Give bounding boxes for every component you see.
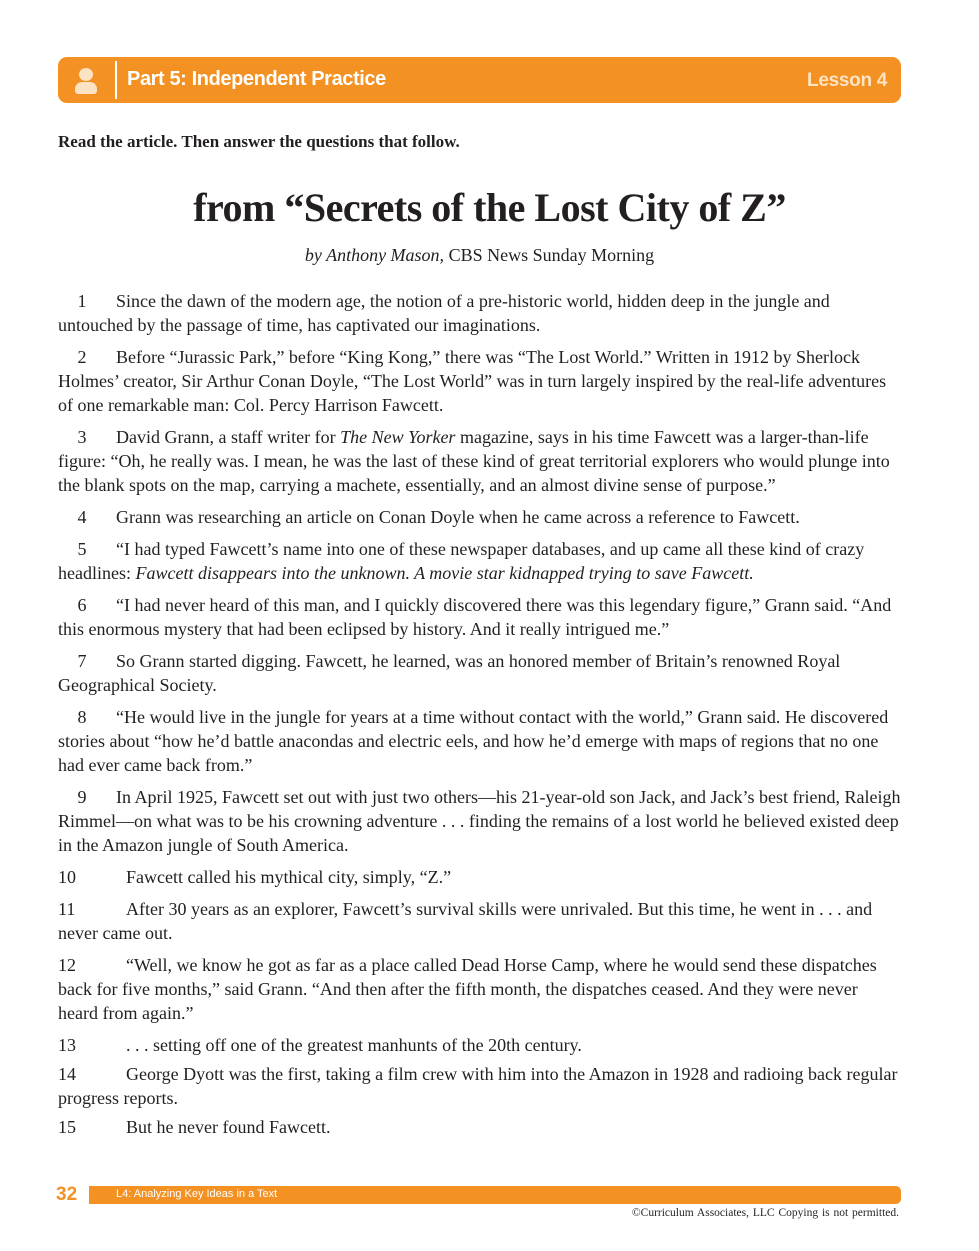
section-title: Part 5: Independent Practice <box>127 68 386 90</box>
paragraph-12 <box>58 953 901 1025</box>
paragraph-7 <box>58 649 901 697</box>
paragraph-number: 14 <box>58 1064 76 1084</box>
copyright-notice: ©Curriculum Associates, LLC Copying is not permitted. <box>631 1207 899 1219</box>
paragraph-9 <box>58 785 901 857</box>
lesson-header-bar <box>58 57 901 103</box>
paragraph-text: But he never found Fawcett. <box>126 1117 331 1137</box>
paragraph-number: 12 <box>58 955 76 975</box>
paragraph-text: Before “Jurassic Park,” before “King Kong,” there was “The Lost World.” Written in 1912 by Sherlock Holmes’ creator, Sir Arthur Conan Doyle, “The Lost World” was in turn largely inspired by the real-life adventures of one remarkable man: Col. Percy Harrison Fawcett. <box>58 347 887 415</box>
header-divider <box>115 61 117 99</box>
paragraph-number: 3 <box>77 427 87 447</box>
footer-lesson-label: L4: Analyzing Key Ideas in a Text <box>116 1188 278 1200</box>
article-title: from “Secrets of the Lost City of Z” <box>193 185 786 230</box>
paragraph-3 <box>58 425 901 497</box>
paragraph-number: 11 <box>58 899 76 919</box>
paragraph-number: 4 <box>77 507 87 527</box>
lesson-label: Lesson 4 <box>807 70 887 91</box>
paragraph-number: 6 <box>77 595 87 615</box>
paragraph-text: After 30 years as an explorer, Fawcett’s survival skills were unrivaled. But this time, he went in . . . and never came out. <box>58 899 873 943</box>
paragraph-2 <box>58 345 901 417</box>
article-body <box>58 289 901 1147</box>
paragraph-text: So Grann started digging. Fawcett, he learned, was an honored member of Britain’s renowned Royal Geographical Society. <box>58 651 841 695</box>
instruction-text: Read the article. Then answer the questions that follow. <box>58 132 460 151</box>
byline-source: CBS News Sunday Morning <box>448 245 655 265</box>
paragraph-6 <box>58 593 901 641</box>
paragraph-11 <box>58 897 901 945</box>
paragraph-text: George Dyott was the first, taking a film crew with him into the Amazon in 1928 and radioing back regular progress reports. <box>58 1064 898 1108</box>
headline-quote: Fawcett disappears into the unknown. A movie star kidnapped trying to save Fawcett. <box>135 563 754 583</box>
paragraph-5 <box>58 537 901 585</box>
paragraph-text: “He would live in the jungle for years at a time without contact with the world,” Grann said. He discovered stories about “how he’d battle anacondas and electric eels, and how he’d emerge with maps of regions that no one had ever came back from.” <box>58 707 889 775</box>
paragraph-text: In April 1925, Fawcett set out with just two others—his 21-year-old son Jack, and Jack’s best friend, Raleigh Rimmel—on what was to be his crowning adventure . . . finding the remains of a lost world he believed existed deep in the Amazon jungle of South America. <box>58 787 901 855</box>
paragraph-number: 5 <box>77 539 87 559</box>
paragraph-4 <box>58 505 901 529</box>
paragraph-number: 10 <box>58 867 76 887</box>
byline-author: by Anthony Mason, <box>304 245 445 265</box>
byline <box>0 245 959 266</box>
paragraph-text: “I had never heard of this man, and I quickly discovered there was this legendary figure,” Grann said. “And this enormous mystery that had been eclipsed by history. And it really intrigued me.” <box>58 595 892 639</box>
page-number: 32 <box>56 1184 78 1205</box>
paragraph-text: Fawcett called his mythical city, simply, “Z.” <box>126 867 452 887</box>
paragraph-10 <box>58 865 901 889</box>
paragraph-13 <box>58 1033 901 1057</box>
paragraph-text: David Grann, a staff writer for The New Yorker magazine, says in his time Fawcett was a larger-than-life figure: “Oh, he really was. I mean, he was the last of these kind of great territorial explorers who would plunge into the blank spots on the map, carrying a machete, essentially, and an almost divine sense of purpose.” <box>58 427 890 495</box>
paragraph-text: “I had typed Fawcett’s name into one of these newspaper databases, and up came all these kind of crazy headlines: Fawcett disappears into the unknown. A movie star kidnapped trying to save Fawcett. <box>58 539 865 583</box>
paragraph-text: . . . setting off one of the greatest manhunts of the 20th century. <box>126 1035 582 1055</box>
footer-bar <box>89 1186 901 1204</box>
paragraph-14 <box>58 1062 901 1110</box>
paragraph-text: Since the dawn of the modern age, the notion of a pre-historic world, hidden deep in the jungle and untouched by the passage of time, has captivated our imaginations. <box>58 291 830 335</box>
person-icon <box>58 57 114 103</box>
paragraph-15 <box>58 1115 901 1139</box>
paragraph-number: 8 <box>77 707 87 727</box>
paragraph-number: 1 <box>77 291 87 311</box>
paragraph-number: 7 <box>77 651 87 671</box>
paragraph-number: 2 <box>77 347 87 367</box>
paragraph-number: 15 <box>58 1117 76 1137</box>
paragraph-1 <box>58 289 901 337</box>
paragraph-number: 9 <box>77 787 87 807</box>
paragraph-text: Grann was researching an article on Conan Doyle when he came across a reference to Fawcett. <box>116 507 800 527</box>
paragraph-number: 13 <box>58 1035 76 1055</box>
paragraph-text: “Well, we know he got as far as a place called Dead Horse Camp, where he would send these dispatches back for five months,” said Grann. “And then after the fifth month, the dispatches ceased. And they were never heard from again.” <box>58 955 877 1023</box>
paragraph-8 <box>58 705 901 777</box>
magazine-title: The New Yorker <box>340 427 456 447</box>
